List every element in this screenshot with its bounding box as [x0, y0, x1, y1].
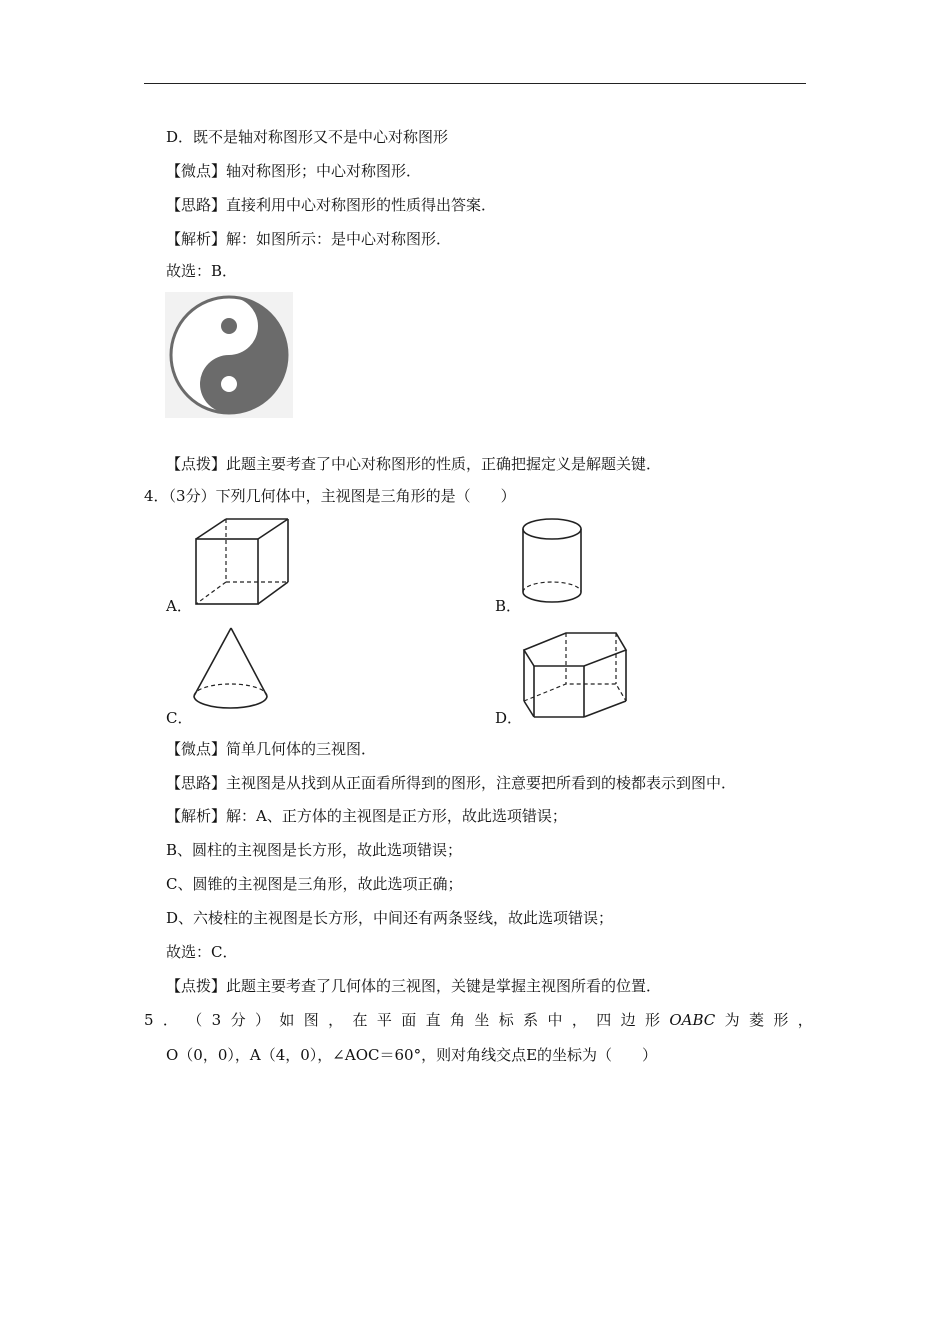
q5-token: ） [254, 1011, 270, 1029]
q5-token: 中 [547, 1011, 563, 1029]
q4-weidian: 【微点】简单几何体的三视图． [166, 740, 377, 758]
q5-token: 平 [376, 1011, 392, 1029]
q4-stem: 4．（3分）下列几何体中，主视图是三角形的是（ ） [144, 487, 516, 505]
q5-token: 在 [352, 1011, 368, 1029]
q5-token: 菱 [748, 1011, 764, 1029]
q4-d-line: D、六棱柱的主视图是长方形，中间还有两条竖线，故此选项错误； [166, 909, 614, 927]
q5-token: 直 [425, 1011, 441, 1029]
q5-token: 坐 [474, 1011, 490, 1029]
q5-token: ， [571, 1011, 587, 1029]
q5-token: 为 [724, 1011, 740, 1029]
header-rule [144, 83, 806, 84]
option-d-text: D．既不是轴对称图形又不是中心对称图形 [166, 128, 449, 146]
q5-token: 5 [144, 1011, 154, 1029]
q4-c-line: C、圆锥的主视图是三角形，故此选项正确； [166, 875, 463, 893]
q5-token: ， [797, 1011, 813, 1029]
option-a-label: A． [166, 597, 192, 615]
cube-icon [190, 515, 294, 609]
q5-token: OABC [669, 1011, 716, 1029]
answer-text: 故选：B． [166, 262, 238, 280]
q5-token: 形 [644, 1011, 660, 1029]
q5-stem-line1 [144, 1010, 813, 1030]
q5-token: ， [328, 1011, 344, 1029]
q5-token: 标 [498, 1011, 514, 1029]
q5-token: 3 [211, 1011, 222, 1029]
q5-token: 分 [230, 1011, 246, 1029]
cylinder-icon [518, 515, 586, 609]
q5-token: 形 [773, 1011, 789, 1029]
q5-token: 如 [279, 1011, 295, 1029]
q5-token: ． [162, 1011, 178, 1029]
q5-token: 面 [401, 1011, 417, 1029]
option-c-label: C． [166, 709, 193, 727]
q4-answer: 故选：C． [166, 943, 238, 961]
option-d-label: D． [495, 709, 523, 727]
q4-b-line: B、圆柱的主视图是长方形，故此选项错误； [166, 841, 463, 859]
q4-jiexi: 【解析】解：A、正方体的主视图是正方形，故此选项错误； [166, 807, 567, 825]
option-b-label: B． [495, 597, 522, 615]
q5-token: 边 [620, 1011, 636, 1029]
weidian-text: 【微点】轴对称图形；中心对称图形． [166, 162, 422, 180]
q4-silu: 【思路】主视图是从找到从正面看所得到的图形，注意要把所看到的棱都表示到图中． [166, 774, 737, 792]
q5-token: 四 [596, 1011, 612, 1029]
q5-stem-line2: O（0，0），A（4，0），∠AOC＝60°，则对角线交点E的坐标为（ ） [166, 1046, 658, 1064]
q5-token: 图 [303, 1011, 319, 1029]
yin-yang-icon [165, 292, 293, 418]
q5-token: （ [187, 1011, 203, 1029]
dianbo-text: 【点拨】此题主要考查了中心对称图形的性质，正确把握定义是解题关键． [166, 455, 662, 473]
q4-dianbo: 【点拨】此题主要考查了几何体的三视图，关键是掌握主视图所看的位置． [166, 977, 662, 995]
jiexi-text: 【解析】解：如图所示：是中心对称图形． [166, 230, 452, 248]
silu-text: 【思路】直接利用中心对称图形的性质得出答案． [166, 196, 497, 214]
q5-token: 角 [449, 1011, 465, 1029]
cone-icon [190, 624, 272, 722]
hexagonal-prism-icon [518, 628, 632, 722]
q5-token: 系 [523, 1011, 539, 1029]
